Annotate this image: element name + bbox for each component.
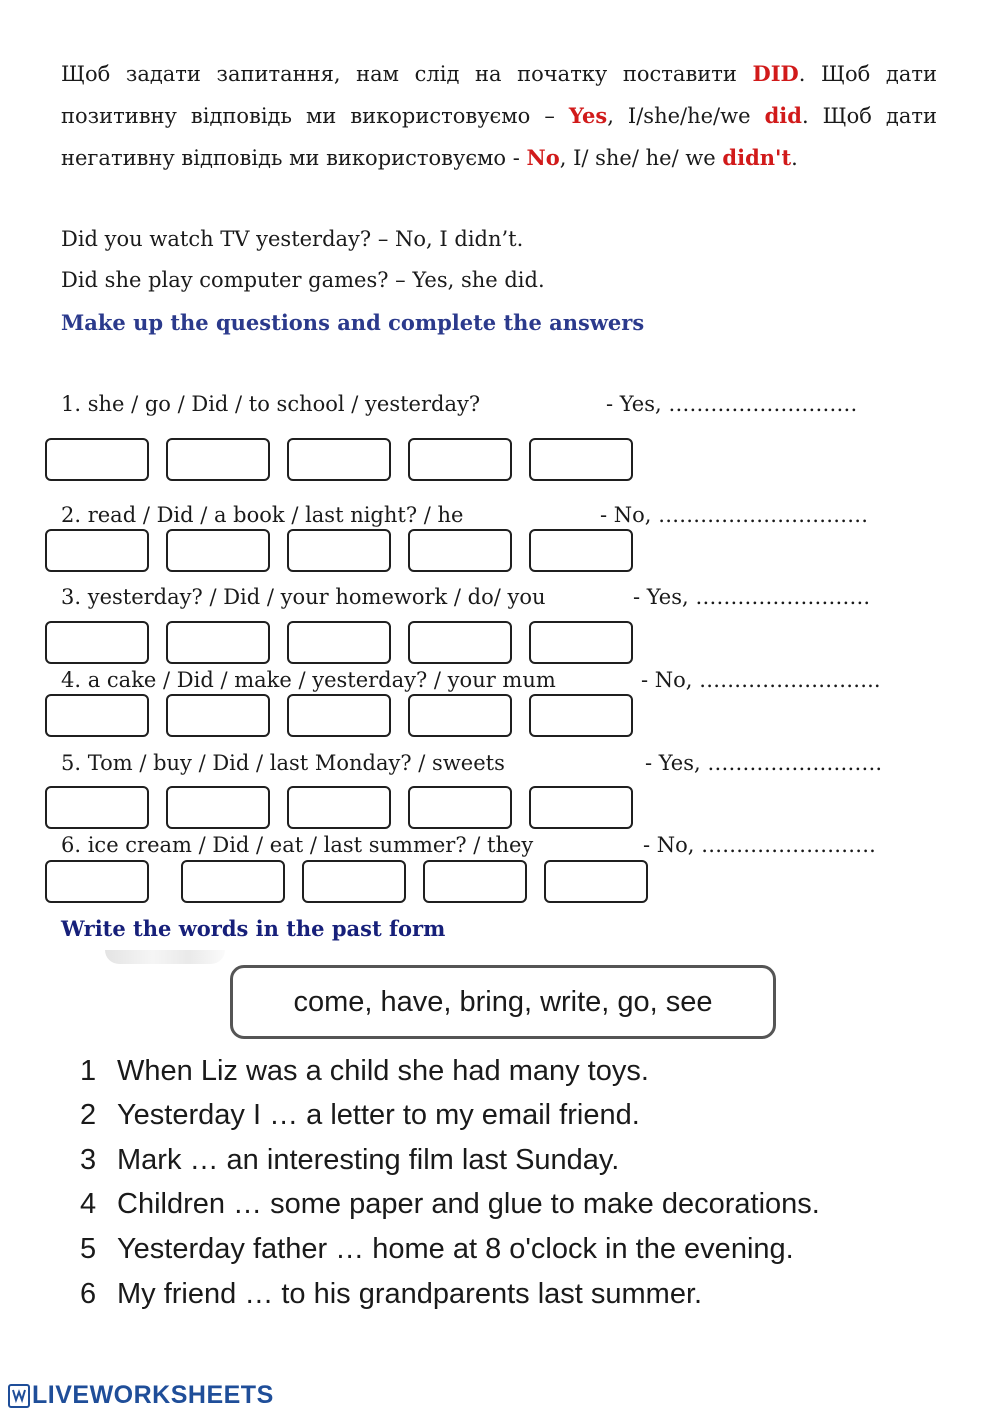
answer-box-3-1[interactable] (45, 621, 149, 664)
answer-box-2-2[interactable] (166, 529, 270, 572)
answer-box-3-5[interactable] (529, 621, 633, 664)
answer-box-4-5[interactable] (529, 694, 633, 737)
question-5: 5. Tom / buy / Did / last Monday? / sweets (61, 751, 505, 775)
answer-box-2-5[interactable] (529, 529, 633, 572)
example-1: Did you watch TV yesterday? – No, I didn’t. (61, 227, 524, 251)
answer-box-1-1[interactable] (45, 438, 149, 481)
answer-box-6-4[interactable] (423, 860, 527, 903)
answer-box-4-3[interactable] (287, 694, 391, 737)
answer-4: - No, …………………….. (641, 668, 881, 692)
answer-box-4-1[interactable] (45, 694, 149, 737)
answer-5: - Yes, ……………………. (645, 751, 883, 775)
word-bank (230, 965, 776, 1039)
answer-box-4-2[interactable] (166, 694, 270, 737)
section-1-heading: Make up the questions and complete the answers (61, 310, 645, 335)
answer-box-3-2[interactable] (166, 621, 270, 664)
answer-box-6-5[interactable] (544, 860, 648, 903)
answer-box-1-2[interactable] (166, 438, 270, 481)
answer-box-4-4[interactable] (408, 694, 512, 737)
word-bank-text: come, have, bring, write, go, see (293, 985, 713, 1018)
answer-1: - Yes, ……………………… (606, 392, 858, 416)
answer-3: - Yes, ……………………. (633, 585, 871, 609)
section-2-heading: Write the words in the past form (61, 916, 446, 941)
answer-box-5-4[interactable] (408, 786, 512, 829)
no-keyword: No (526, 145, 560, 170)
answer-box-3-4[interactable] (408, 621, 512, 664)
answer-box-6-1[interactable] (45, 860, 149, 903)
answer-box-2-1[interactable] (45, 529, 149, 572)
answer-box-5-2[interactable] (166, 786, 270, 829)
logo-text: LIVEWORKSHEETS (32, 1381, 274, 1409)
answer-box-2-3[interactable] (287, 529, 391, 572)
question-4: 4. a cake / Did / make / yesterday? / your mum (61, 668, 556, 692)
answer-box-5-3[interactable] (287, 786, 391, 829)
sentence-6: 6 My friend … to his grandparents last summer. (80, 1278, 703, 1310)
answer-2: - No, ………………………… (600, 503, 869, 527)
answer-box-1-4[interactable] (408, 438, 512, 481)
answer-box-3-3[interactable] (287, 621, 391, 664)
answer-box-6-2[interactable] (181, 860, 285, 903)
answer-box-5-5[interactable] (529, 786, 633, 829)
answer-box-6-3[interactable] (302, 860, 406, 903)
answer-6: - No, ……………………. (643, 833, 876, 857)
answer-box-1-3[interactable] (287, 438, 391, 481)
answer-box-1-5[interactable] (529, 438, 633, 481)
sentence-3: 3 Mark … an interesting film last Sunday. (80, 1144, 620, 1176)
sentence-2: 2 Yesterday I … a letter to my email friend. (80, 1099, 640, 1131)
scan-smudge (105, 950, 225, 964)
did-keyword-2: did (764, 103, 802, 128)
liveworksheets-logo[interactable] (8, 1381, 274, 1410)
sentence-1: 1 When Liz was a child she had many toys. (80, 1055, 649, 1087)
liveworksheets-logo-icon (8, 1384, 30, 1408)
answer-box-5-1[interactable] (45, 786, 149, 829)
sentence-4: 4 Children … some paper and glue to make decorations. (80, 1188, 820, 1220)
answer-box-2-4[interactable] (408, 529, 512, 572)
question-6: 6. ice cream / Did / eat / last summer? / they (61, 833, 534, 857)
question-3: 3. yesterday? / Did / your homework / do/ you (61, 585, 546, 609)
grammar-explanation: Щоб задати запитання, нам слід на початку поставити DID. Щоб дати позитивну відповідь ми використовуємо – Yes, I/she/he/we did. Щоб дати негативну відповідь ми використовуємо - No, I/ she/ he/ we didn't. (61, 61, 937, 170)
did-keyword: DID (752, 61, 799, 86)
sentence-5: 5 Yesterday father … home at 8 o'clock in the evening. (80, 1233, 794, 1265)
didnt-keyword: didn't (722, 145, 792, 170)
yes-keyword: Yes (568, 103, 608, 128)
question-2: 2. read / Did / a book / last night? / he (61, 503, 464, 527)
example-2: Did she play computer games? – Yes, she did. (61, 268, 545, 292)
question-1: 1. she / go / Did / to school / yesterday? (61, 392, 481, 416)
